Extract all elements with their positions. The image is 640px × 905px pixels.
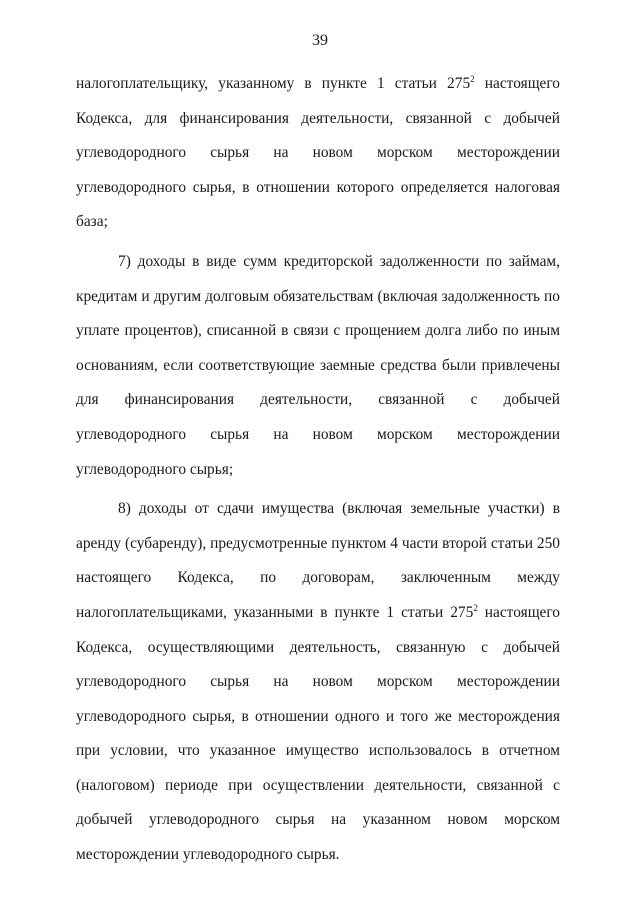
page-number: 39 [312, 32, 328, 49]
paragraph-text: 8) доходы от сдачи имущества (включая земельные участки) в аренду (субаренду), предусмотренные пунктом 4 части второй статьи 250 настоящего Кодекса, по договорам, заключенным между налогоплательщиками, указанными в пункте 1 статьи 275 [76, 500, 560, 621]
paragraph-text: настоящего Кодекса, для финансирования деятельности, связанной с добычей углеводородного сырья на новом морском месторождении углеводородного сырья, в отношении которого определяется налоговая база; [76, 75, 560, 231]
paragraph-item-8 [76, 492, 560, 873]
paragraph-item-7: 7) доходы в виде сумм кредиторской задолженности по займам, кредитам и другим долговым обязательствам (включая задолженность по уплате процентов), списанной в связи с прощением долга либо по иным основаниям, если соответствующие заемные средства были привлечены для финансирования деятельности, связанной с добычей углеводородного сырья на новом морском месторождении углеводородного сырья; [76, 252, 560, 478]
document-body [76, 67, 560, 873]
paragraph-text: налогоплательщику, указанному в пункте 1 статьи 275 [76, 75, 471, 92]
paragraph-continuation [76, 67, 560, 240]
superscript-index: 2 [473, 602, 478, 613]
paragraph-text: настоящего Кодекса, осуществляющими деятельность, связанную с добычей углеводородного сырья на новом морском месторождении углеводородного сырья, в отношении одного и того же месторождения при условии, что указанное имущество использовалось в отчетном (налоговом) периоде при осуществлении деятельности, связанной с добычей углеводородного сырья на указанном новом морском месторождении углеводородного сырья. [76, 603, 560, 864]
superscript-index: 2 [470, 74, 475, 84]
